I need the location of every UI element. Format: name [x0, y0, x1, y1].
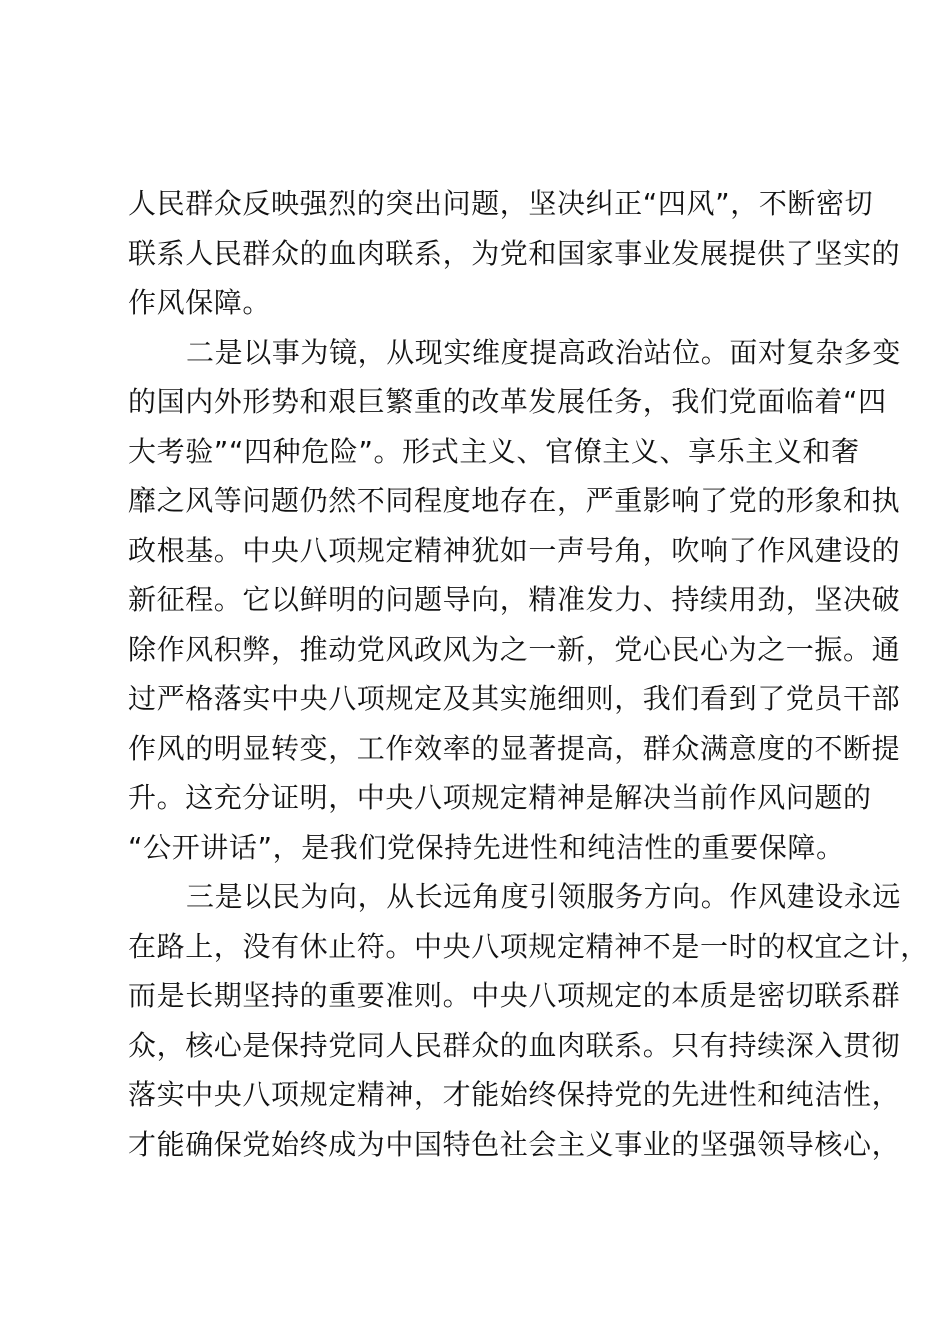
text-line: 靡之风等问题仍然不同程度地存在，严重影响了党的形象和执: [128, 484, 901, 517]
text-line: 作风保障。: [128, 286, 272, 319]
text-line: “公开讲话”，是我们党保持先进性和纯洁性的重要保障。: [128, 830, 845, 864]
text-line: 三是以民为向，从长远角度引领服务方向。作风建设永远: [186, 880, 902, 913]
text-line: 人民群众反映强烈的突出问题，坚决纠正“四风”，不断密切: [128, 187, 874, 220]
text-line: 作风的明显转变，工作效率的显著提高，群众满意度的不断提: [128, 731, 901, 765]
text-line: 联系人民群众的血肉联系，为党和国家事业发展提供了坚实的: [128, 236, 901, 270]
text-line: 在路上，没有休止符。中央八项规定精神不是一时的权宜之计，: [128, 929, 929, 963]
text-line: 众，核心是保持党同人民群众的血肉联系。只有持续深入贯彻: [128, 1028, 901, 1062]
text-line: 而是长期坚持的重要准则。中央八项规定的本质是密切联系群: [128, 979, 901, 1012]
text-line: 政根基。中央八项规定精神犹如一声号角，吹响了作风建设的: [128, 533, 901, 567]
paragraph-3: [128, 872, 929, 1169]
text-line: 的国内外形势和艰巨繁重的改革发展任务，我们党面临着“四: [128, 385, 887, 418]
paragraph-1: [128, 179, 901, 328]
text-line: 除作风积弊，推动党风政风为之一新，党心民心为之一振。通: [128, 632, 901, 666]
text-line: 才能确保党始终成为中国特色社会主义事业的坚强领导核心，: [128, 1127, 901, 1161]
text-line: 过严格落实中央八项规定及其实施细则，我们看到了党员干部: [128, 682, 901, 715]
text-line: 二是以事为镜，从现实维度提高政治站位。面对复杂多变: [186, 335, 902, 369]
text-line: 落实中央八项规定精神，才能始终保持党的先进性和纯洁性，: [128, 1078, 901, 1111]
text-line: 升。这充分证明，中央八项规定精神是解决当前作风问题的: [128, 781, 872, 814]
paragraph-2: [128, 328, 902, 873]
text-line: 新征程。它以鲜明的问题导向，精准发力、持续用劲，坚决破: [128, 583, 901, 616]
body-text: [128, 179, 929, 1169]
text-line: 大考验”“四种危险”。形式主义、官僚主义、享乐主义和奢: [128, 434, 860, 468]
